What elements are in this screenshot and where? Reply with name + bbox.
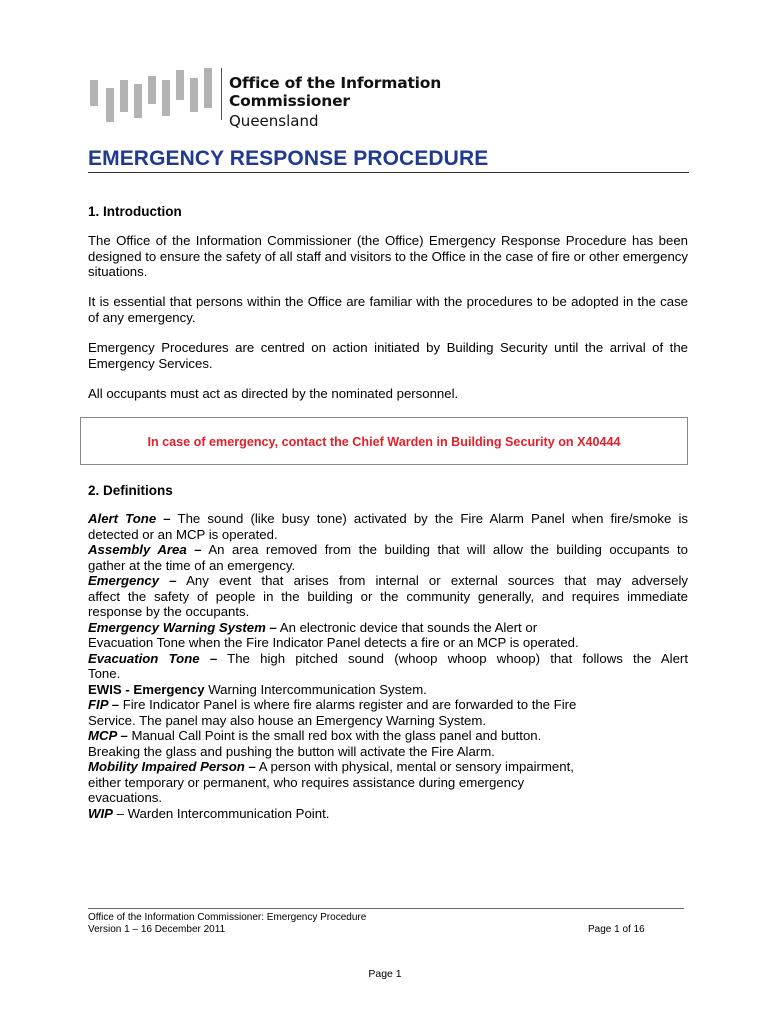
definition-text: Fire Indicator Panel is where fire alarms register and are forwarded to the Fire <box>119 697 577 712</box>
logo-bars-graphic <box>88 66 216 124</box>
term: FIP – <box>88 697 120 712</box>
term: Emergency – <box>88 573 177 588</box>
definition-text: Warning Intercommunication System. <box>204 681 427 697</box>
definition-text: A person with physical, mental or sensory impairment, <box>255 759 574 774</box>
definition-text: Manual Call Point is the small red box with the glass panel and button. <box>127 728 542 743</box>
definition-line: gather at the time of an emergency. <box>88 557 296 573</box>
logo-bar <box>190 78 198 112</box>
logo-bar <box>106 88 114 122</box>
logo-text <box>229 74 558 130</box>
definition-emergency <box>88 573 688 589</box>
term-part: EWIS - Emergency <box>88 681 205 697</box>
term: WIP <box>88 805 113 821</box>
term: Alert Tone – <box>88 511 171 526</box>
definition-mobility-impaired-person <box>88 759 688 775</box>
footer-line-1: Office of the Information Commissioner: Emergency Procedure <box>88 912 367 923</box>
definition-line: detected or an MCP is operated. <box>88 526 278 542</box>
title-rule <box>88 172 689 173</box>
term: Assembly Area – <box>88 542 202 557</box>
term: MCP – <box>88 728 128 743</box>
definition-wip <box>88 806 688 822</box>
definition-emergency-warning-system <box>88 620 688 636</box>
definition-line: evacuations. <box>88 790 163 805</box>
intro-paragraph-4: All occupants must act as directed by the nominated personnel. <box>88 386 459 401</box>
definition-evacuation-tone <box>88 651 688 667</box>
footer-page-of: Page 1 of 16 <box>588 924 645 935</box>
term: Mobility Impaired Person – <box>88 759 256 774</box>
definition-alert-tone <box>88 511 688 527</box>
definition-mcp <box>88 728 688 744</box>
definition-text: Any event that arises from internal or external sources that may adversely <box>176 573 688 588</box>
definition-line: Breaking the glass and pushing the button will activate the Fire Alarm. <box>88 743 495 759</box>
document-title: EMERGENCY RESPONSE PROCEDURE <box>88 147 489 170</box>
definition-line: Service. The panel may also house an Emergency Warning System. <box>88 712 487 728</box>
definition-text: An electronic device that sounds the Alert or <box>276 619 538 635</box>
intro-heading: 1. Introduction <box>88 204 182 219</box>
term: Evacuation Tone – <box>88 650 218 666</box>
definition-line: response by the occupants. <box>88 604 250 619</box>
definition-fip <box>88 697 688 713</box>
term <box>88 682 205 697</box>
org-name: Office of the Information Commissioner <box>229 74 442 110</box>
definition-assembly-area <box>88 542 688 558</box>
logo-bar <box>204 68 212 108</box>
definition-line: Tone. <box>88 666 121 681</box>
definitions-list <box>88 511 688 821</box>
definition-line: affect the safety of people in the building or the community generally, and requires immediate <box>88 588 688 604</box>
definition-text: The high pitched sound (whoop whoop whoop) that follows the Alert <box>217 650 688 666</box>
intro-paragraph-2: It is essential that persons within the Office are familiar with the procedures to be adopted in the case of any emergency. <box>88 294 688 325</box>
logo-bar <box>134 84 142 118</box>
footer-document-info <box>88 912 366 936</box>
org-subtitle: Queensland <box>229 112 319 130</box>
intro-paragraph-3: Emergency Procedures are centred on action initiated by Building Security until the arrival of the Emergency Services. <box>88 340 688 371</box>
definition-text: The sound (like busy tone) activated by the Fire Alarm Panel when fire/smoke is <box>170 511 689 526</box>
definition-line: Evacuation Tone when the Fire Indicator Panel detects a fire or an MCP is operated. <box>88 635 579 650</box>
logo-bar <box>90 80 98 106</box>
footer-line-2: Version 1 – 16 December 2011 <box>88 924 226 935</box>
intro-paragraph-1: The Office of the Information Commissioner (the Office) Emergency Response Procedure has been designed to ensure the safety of all staff and visitors to the Office in the case of fire or other emergency situations. <box>88 233 688 279</box>
logo-bar <box>176 70 184 100</box>
definitions-heading: 2. Definitions <box>88 483 173 498</box>
logo-divider <box>221 68 222 120</box>
term: Emergency Warning System – <box>88 619 277 635</box>
logo-bar <box>120 80 128 112</box>
emergency-contact-callout <box>80 417 688 465</box>
oic-logo <box>88 66 558 130</box>
logo-bar <box>148 76 156 104</box>
footer-rule <box>88 908 684 909</box>
definition-text: An area removed from the building that will allow the building occupants to <box>201 542 688 557</box>
logo-bar <box>162 80 170 116</box>
definition-text: – Warden Intercommunication Point. <box>112 805 330 821</box>
definition-ewis <box>88 682 688 698</box>
emergency-contact-text: In case of emergency, contact the Chief Warden in Building Security on X40444 <box>147 435 621 449</box>
page-number: Page 1 <box>368 968 402 980</box>
definition-line: either temporary or permanent, who requires assistance during emergency <box>88 774 525 790</box>
